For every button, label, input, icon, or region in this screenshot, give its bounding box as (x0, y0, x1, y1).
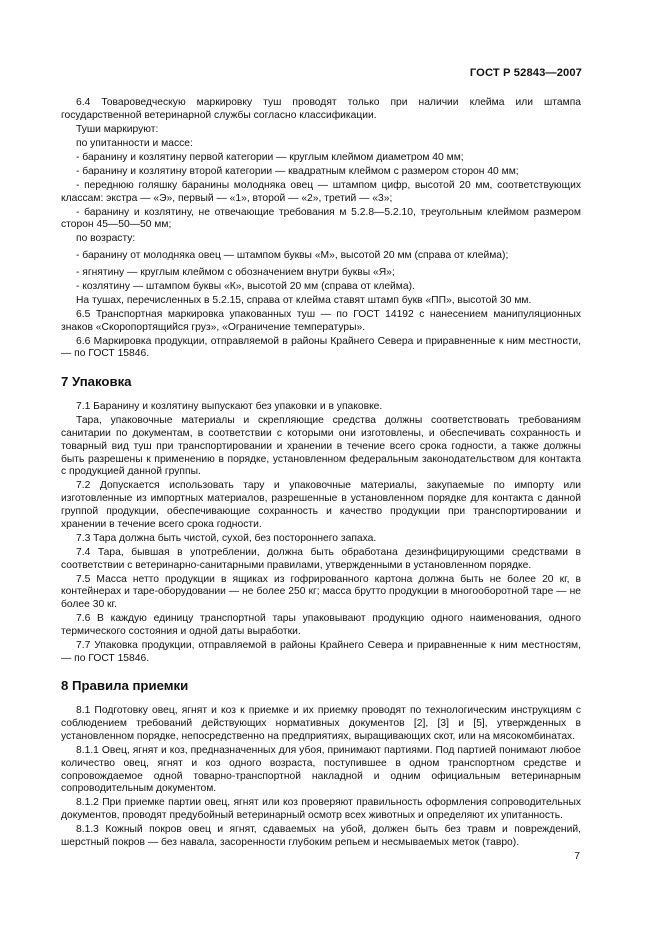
clause-8-1-1: 8.1.1 Овец, ягнят и коз, предназначенных для убоя, принимают партиями. Под партией понимают любое количество овец, ягнят и коз одного возраста, поступившее в одном транспортном средстве и сопровождаемое одной товарно-транспортной накладной и одним официальным ветеринарным сопроводительным документом. (61, 745, 581, 795)
clause-7-1-tara: Тара, упаковочные материалы и скрепляющие средства должны соответствовать требованиям санитарии по документам, в соответствии с которыми они изготовлены, и обеспечивать сохранность и товарный вид туш при транспортировании и хранении в течение всего срока годности, а также должны быть разрешены к применению в порядке, установленном федеральным законодательством для контакта с продукцией данной группы. (61, 415, 581, 478)
by-age-heading: по возрасту: (76, 233, 136, 245)
section-7-title: 7 Упаковка (61, 374, 132, 390)
clause-8-1: 8.1 Подготовку овец, ягнят и коз к приемке и их приемку проводят по технологическим инструкциям с соблюдением требований действующих нормативных документов [2], [3] и [5], утвержденных в установленном порядке, непосредственно на предприятиях, выращивающих скот, или на мясокомбинатах. (61, 705, 581, 743)
clause-6-6: 6.6 Маркировка продукции, отправляемой в районы Крайнего Севера и приравненные к ним местности, — по ГОСТ 15846. (61, 335, 581, 360)
page-number: 7 (574, 851, 580, 862)
clause-6-4: 6.4 Товароведческую маркировку туш проводят только при наличии клейма или штампа государственной ветеринарной службы согласно классификации. (61, 97, 581, 121)
list-item: - баранину и козлятину второй категории — квадратным клеймом с размером сторон 40 мм; (76, 165, 519, 177)
list-item: - баранину от молодняка овец — штампом буквы «М», высотой 20 мм (справа от клейма); (76, 250, 509, 262)
list-item: - козлятину — штампом буквы «К», высотой 20 мм (справа от клейма). (76, 280, 415, 292)
clause-7-5: 7.5 Масса нетто продукции в ящиках из гофрированного картона должна быть не более 20 кг, в контейнерах и таре-оборудовании — не более 250 кг; масса брутто продукции в многооборотной таре — не более 30 кг. (61, 573, 581, 611)
list-item: - баранину и козлятину, не отвечающие требования м 5.2.8—5.2.10, треугольным клеймом размером сторон 45—50—50 мм; (61, 206, 581, 231)
clause-7-4: 7.4 Тара, бывшая в употреблении, должна быть обработана дезинфицирующими средствами в соответствии с ветеринарно-санитарными правилами, утвержденными в установленном порядке. (61, 546, 581, 571)
list-item: - переднюю голяшку баранины молодняка овец — штампом цифр, высотой 20 мм, соответствующих классам: экстра — «Э», первый — «1», второй — «2», третий — «3»; (61, 179, 581, 204)
clause-7-1: 7.1 Баранину и козлятину выпускают без упаковки и в упаковке. (76, 401, 383, 413)
clause-6-5: 6.5 Транспортная маркировка упакованных туш — по ГОСТ 14192 с нанесением манипуляционных знаков «Скоропортящийся груз», «Ограничение температуры». (61, 308, 581, 333)
clause-7-7: 7.7 Упаковка продукции, отправляемой в районы Крайнего Севера и приравненные к ним местностям, — по ГОСТ 15846. (61, 639, 581, 664)
clause-8-1-2: 8.1.2 При приемке партии овец, ягнят или коз проверяют правильность оформления сопроводительных документов, проводят предубойный ветеринарный осмотр всех животных и определяют их упитанность. (61, 797, 581, 822)
clause-6-4-note: На тушах, перечисленных в 5.2.15, справа от клейма ставят штамп букв «ПП», высотой 30 мм. (76, 294, 532, 306)
clause-7-2: 7.2 Допускается использовать тару и упаковочные материалы, закупаемые по импорту или изготовленные из импортных материалов, разрешенные в установленном порядке для контакта с данной группой продукции, обеспечивающие сохранность и качество продукции при транспортировании и хранении в течение всего срока годности. (61, 480, 581, 530)
clause-7-6: 7.6 В каждую единицу транспортной тары упаковывают продукцию одного наименования, одного термического состояния и одной даты выработки. (61, 613, 581, 637)
clause-7-3: 7.3 Тара должна быть чистой, сухой, без постороннего запаха. (76, 532, 377, 544)
clause-8-1-3: 8.1.3 Кожный покров овец и ягнят, сдаваемых на убой, должен быть без травм и повреждений, шерстный покров — без навала, засоренности глубоким репьем и несмываемых меток (тавро). (61, 824, 581, 848)
standard-header: ГОСТ Р 52843—2007 (469, 67, 582, 79)
list-item: - ягнятину — круглым клеймом с обозначением внутри буквы «Я»; (76, 266, 395, 278)
list-item: - баранину и козлятину первой категории — круглым клеймом диаметром 40 мм; (76, 151, 464, 163)
marking-intro: Туши маркируют: (76, 123, 159, 135)
section-8-title: 8 Правила приемки (61, 678, 189, 694)
by-fatness-heading: по упитанности и массе: (76, 137, 193, 149)
document-body (61, 97, 581, 851)
